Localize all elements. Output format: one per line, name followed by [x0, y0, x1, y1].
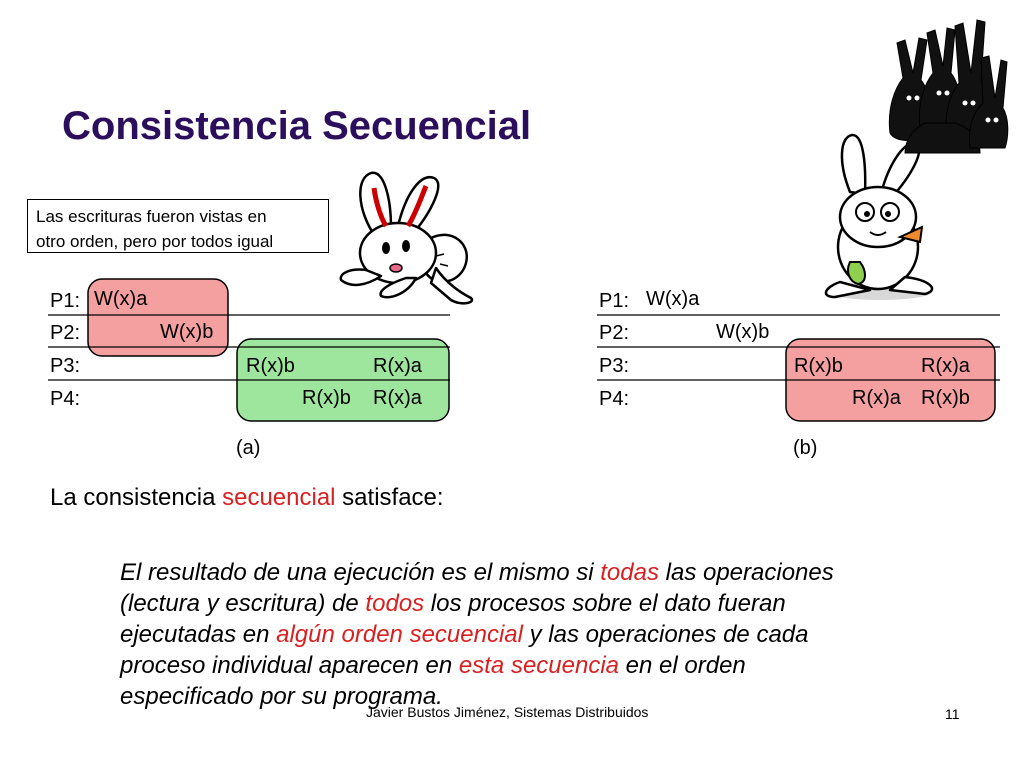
slide-title: Consistencia Secuencial [62, 104, 532, 148]
lead-pre: La consistencia [50, 484, 223, 511]
diagram-b-row-label: P1: [599, 290, 630, 312]
diagram-b-caption: (b) [793, 437, 818, 459]
diagram-b-row-label: P4: [599, 388, 630, 410]
diagram-a-caption: (a) [236, 437, 261, 459]
diagram-b-row-label: P2: [599, 322, 630, 344]
diagram-b-op: W(x)b [716, 321, 770, 343]
paragraph-line-4: proceso individual aparecen en esta secuencia en el orden [120, 652, 746, 679]
paragraph-line-2: (lectura y escritura) de todos los procesos sobre el dato fueran [120, 590, 786, 617]
diagram-a-op: R(x)a [373, 387, 422, 409]
highlight-algun-orden: algún orden secuencial [276, 621, 523, 648]
lead-highlight: secuencial [222, 484, 336, 511]
callout-line-2: otro orden, pero por todos igual [36, 232, 274, 251]
lead-post: satisface: [335, 484, 444, 511]
lead-sentence [50, 484, 444, 512]
highlight-esta-secuencia: esta secuencia [458, 652, 620, 679]
highlight-todas: todas [600, 559, 659, 586]
diagram-a-op: W(x)a [94, 288, 148, 310]
diagram-a [48, 279, 450, 459]
diagram-a-op: R(x)b [302, 387, 351, 409]
diagram-b-op: W(x)a [646, 288, 700, 310]
diagram-b-op: R(x)a [921, 355, 970, 377]
definition-paragraph [120, 557, 980, 712]
highlight-todos: todos [365, 590, 425, 617]
page-number: 11 [945, 706, 960, 722]
diagram-a-op: R(x)a [373, 355, 422, 377]
diagram-b-op: R(x)b [794, 355, 843, 377]
diagram-b-op: R(x)a [852, 387, 901, 409]
diagram-a-op: R(x)b [246, 355, 295, 377]
paragraph-line-1: El resultado de una ejecución es el mismo si todas las operaciones [120, 559, 834, 586]
diagram-a-row-label: P1: [50, 290, 81, 312]
diagram-a-row-label: P4: [50, 388, 81, 410]
diagram-a-row-label: P3: [50, 355, 81, 377]
diagram-a-op: W(x)b [160, 321, 214, 343]
paragraph-line-5: especificado por su programa. [120, 683, 443, 710]
diagram-a-row-label: P2: [50, 322, 81, 344]
diagram-b-row-label: P3: [599, 355, 630, 377]
footer-author: Javier Bustos Jiménez, Sistemas Distribuidos [366, 704, 649, 720]
paragraph-line-3: ejecutadas en algún orden secuencial y las operaciones de cada [120, 621, 809, 648]
diagram-b [597, 288, 1000, 459]
diagram-b-op: R(x)b [921, 387, 970, 409]
callout-line-1: Las escrituras fueron vistas en [36, 207, 267, 226]
